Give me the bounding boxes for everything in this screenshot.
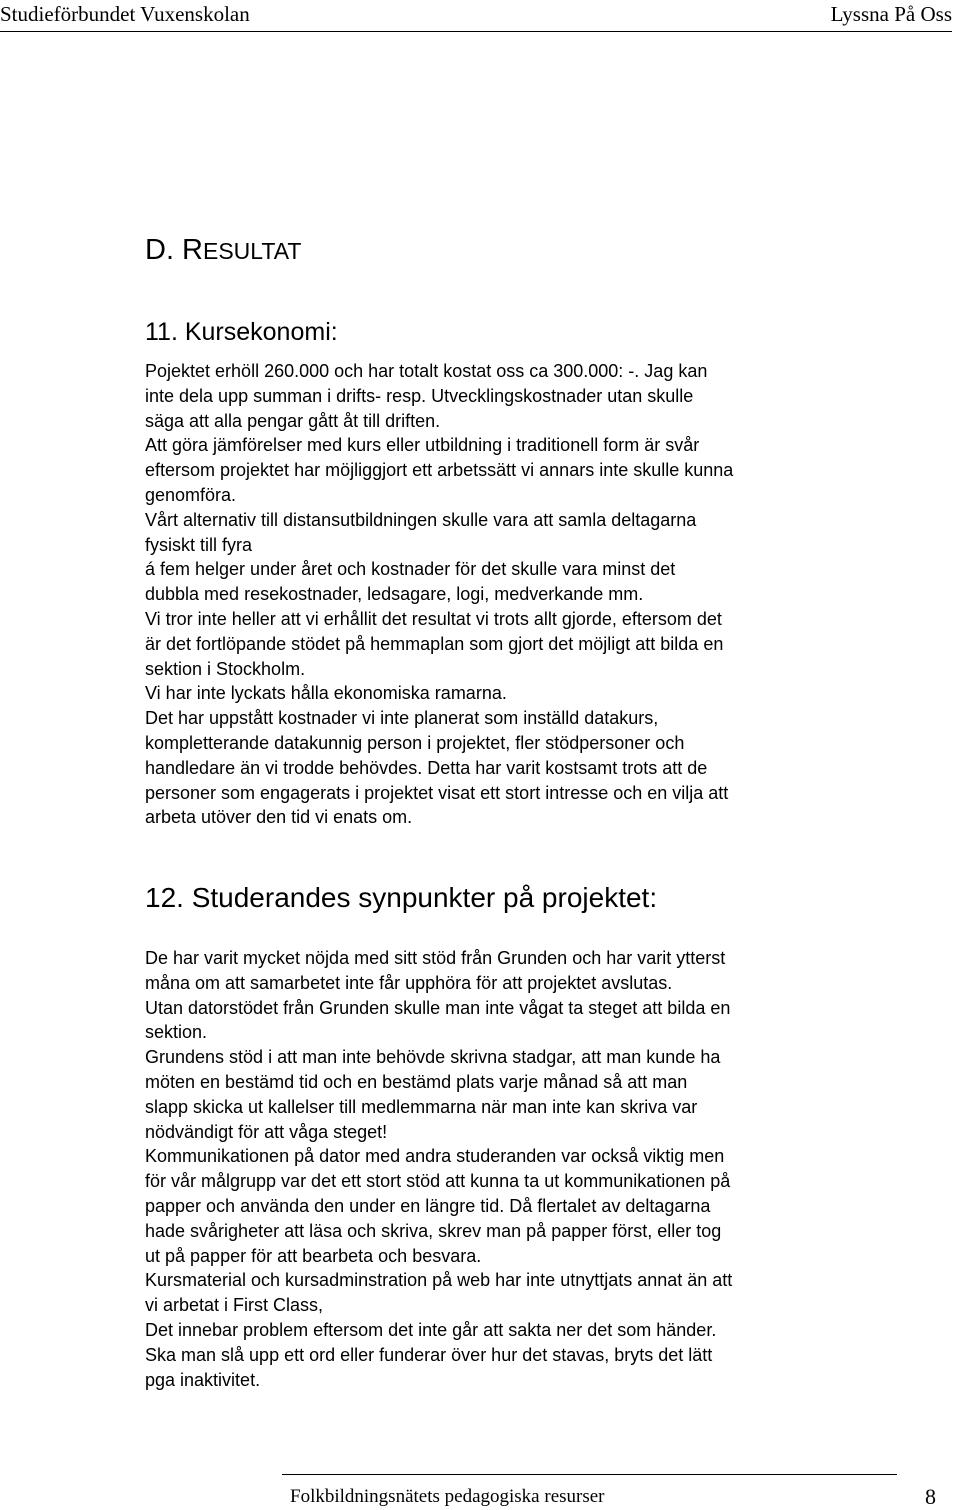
text-line: Vi tror inte heller att vi erhållit det resultat vi trots allt gjorde, eftersom det xyxy=(145,608,722,629)
heading-kursekonomi: 11. Kursekonomi: xyxy=(145,318,338,346)
text-line: fysiskt till fyra xyxy=(145,534,253,555)
text-line: inte dela upp summan i drifts- resp. Utvecklingskostnader utan skulle xyxy=(145,385,694,406)
text-line: nödvändigt för att våga steget! xyxy=(145,1121,388,1142)
text-line: Vi har inte lyckats hålla ekonomiska ramarna. xyxy=(145,683,507,704)
text-line: á fem helger under året och kostnader för det skulle vara minst det xyxy=(145,559,676,580)
text-line: Kommunikationen på dator med andra studeranden var också viktig men xyxy=(145,1146,725,1167)
text-line: Vårt alternativ till distansutbildningen skulle vara att samla deltagarna xyxy=(145,509,697,530)
header-project-name: Lyssna På Oss xyxy=(830,2,952,26)
text-line: pga inaktivitet. xyxy=(145,1369,261,1390)
text-line: slapp skicka ut kallelser till medlemmarna när man inte kan skriva var xyxy=(145,1096,698,1117)
section-title-rest: ESULTAT xyxy=(203,238,302,264)
text-line: Det innebar problem eftersom det inte går att sakta ner det som händer. xyxy=(145,1319,717,1340)
text-line: måna om att samarbetet inte får upphöra för att projektet avslutas. xyxy=(145,972,673,993)
text-line: Att göra jämförelser med kurs eller utbildning i traditionell form är svår xyxy=(145,435,700,456)
text-line: för vår målgrupp var det ett stort stöd att kunna ta ut kommunikationen på xyxy=(145,1171,731,1192)
text-line: Det har uppstått kostnader vi inte planerat som inställd datakurs, xyxy=(145,708,659,729)
text-line: Utan datorstödet från Grunden skulle man inte vågat ta steget att bilda en xyxy=(145,997,731,1018)
text-line: ut på papper för att bearbeta och besvara. xyxy=(145,1245,482,1266)
text-line: hade svårigheter att läsa och skriva, skrev man på papper först, eller tog xyxy=(145,1220,722,1241)
text-line: säga att alla pengar gått åt till driften. xyxy=(145,410,441,431)
text-line: Grundens stöd i att man inte behövde skrivna stadgar, att man kunde ha xyxy=(145,1047,721,1068)
text-line: möten en bestämd tid och en bestämd plats varje månad så att man xyxy=(145,1071,688,1092)
text-line: dubbla med resekostnader, ledsagare, logi, medverkande mm. xyxy=(145,584,644,605)
text-line: eftersom projektet har möjliggjort ett arbetssätt vi annars inte skulle kunna xyxy=(145,460,734,481)
text-line: genomföra. xyxy=(145,484,237,505)
header-organization: Studieförbundet Vuxenskolan xyxy=(0,2,250,26)
text-line: handledare än vi trodde behövdes. Detta har varit kostsamt trots att de xyxy=(145,757,708,778)
section-title-prefix: D. R xyxy=(145,234,203,266)
text-line: sektion i Stockholm. xyxy=(145,658,306,679)
text-line: arbeta utöver den tid vi enats om. xyxy=(145,807,413,828)
text-line: papper och använda den under en längre tid. Då flertalet av deltagarna xyxy=(145,1195,711,1216)
section-title xyxy=(145,232,301,269)
text-line: De har varit mycket nöjda med sitt stöd från Grunden och har varit ytterst xyxy=(145,948,726,968)
footer-text: Folkbildningsnätets pedagogiska resurser xyxy=(290,1486,605,1507)
page-number: 8 xyxy=(925,1484,936,1509)
text-line: kompletterande datakunnig person i projektet, fler stödpersoner och xyxy=(145,732,685,753)
text-line: sektion. xyxy=(145,1022,208,1043)
text-line: Kursmaterial och kursadminstration på web har inte utnyttjats annat än att xyxy=(145,1270,733,1291)
kursekonomi-body xyxy=(145,359,865,830)
text-line: är det fortlöpande stödet på hemmaplan som gjort det möjligt att bilda en xyxy=(145,633,724,654)
text-line: vi arbetat i First Class, xyxy=(145,1295,324,1316)
heading-synpunkter: 12. Studerandes synpunkter på projektet: xyxy=(145,882,658,913)
footer-rule xyxy=(282,1474,897,1475)
text-line: personer som engagerats i projektet visat ett stort intresse och en vilja att xyxy=(145,782,729,803)
text-line: Ska man slå upp ett ord eller funderar över hur det stavas, bryts det lätt xyxy=(145,1344,713,1365)
header-rule xyxy=(0,31,952,32)
synpunkter-body xyxy=(145,946,865,1392)
text-line: Pojektet erhöll 260.000 och har totalt kostat oss ca 300.000: -. Jag kan xyxy=(145,361,708,381)
